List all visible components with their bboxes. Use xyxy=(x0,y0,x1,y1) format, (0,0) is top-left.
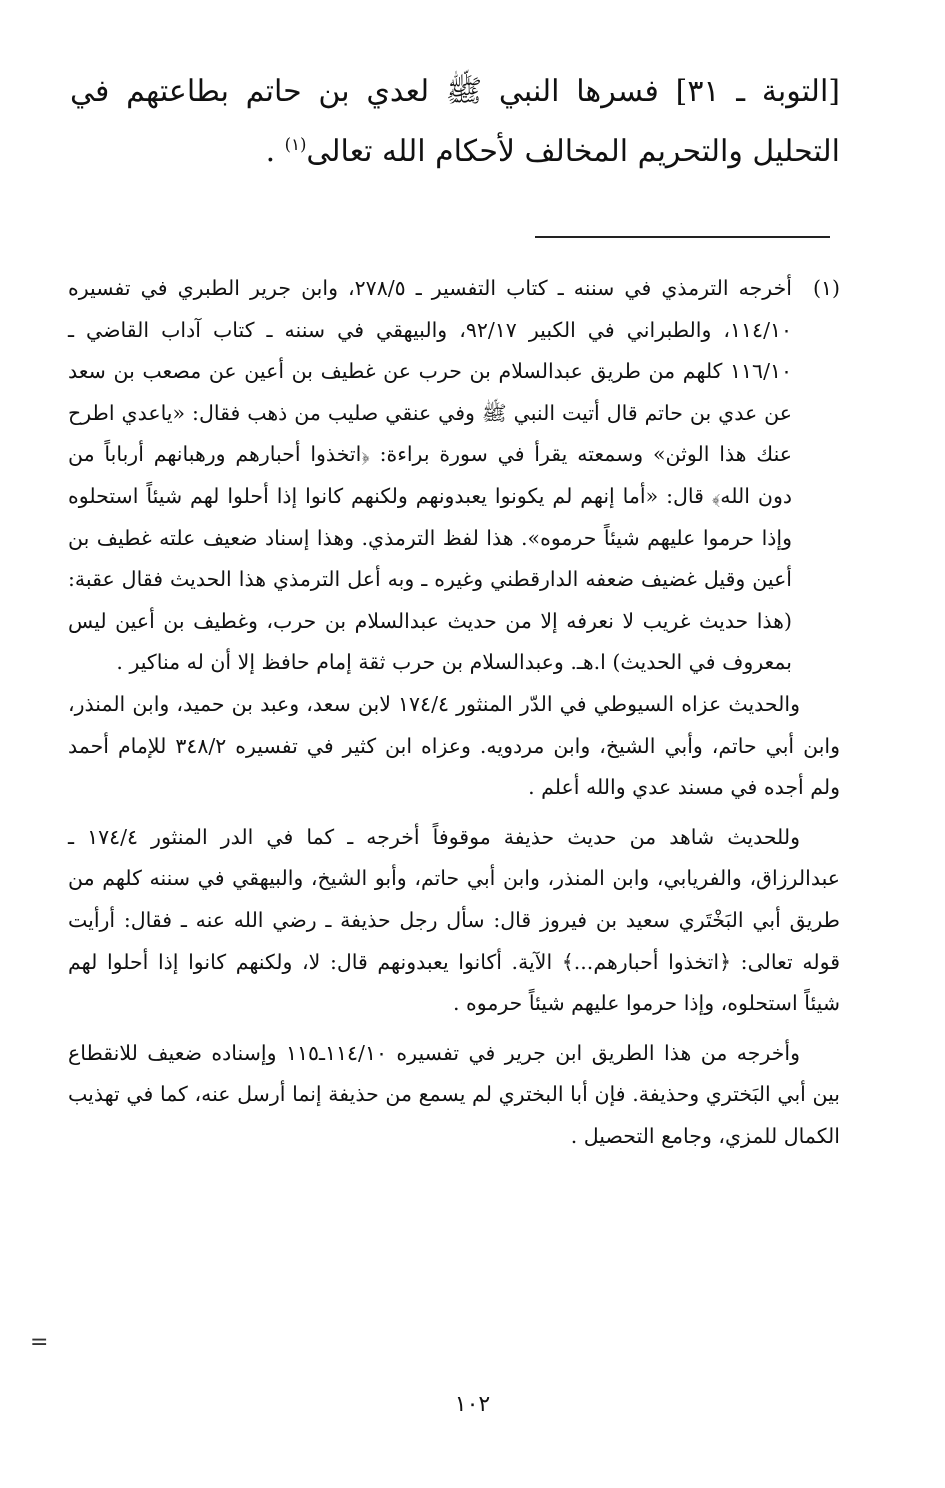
footnote-paragraph-1: أخرجه الترمذي في سننه ـ كتاب التفسير ـ ٢٧٨/٥، وابن جرير الطبري في تفسيره ١١٤/١٠، والطبراني في الكبير ٩٢/١٧، والبيهقي في سننه ـ كتاب آداب القاضي ـ ١١٦/١٠ كلهم من طريق عبدالسلام بن حرب عن غطيف بن أعين عن مصعب بن سعد عن عدي بن حاتم قال أتيت النبي ﷺ وفي عنقي صليب من ذهب فقال: «ياعدي اطرح عنك هذا الوثن» وسمعته يقرأ في سورة براءة: ﴿اتخذوا أحبارهم ورهبانهم أرباباً من دون الله﴾ قال: «أما إنهم لم يكونوا يعبدونهم ولكنهم كانوا إذا أحلوا لهم شيئاً استحلوه وإذا حرموا عليهم شيئاً حرموه». هذا لفظ الترمذي. وهذا إسناد ضعيف علته غطيف بن أعين وقيل غضيف ضعفه الدارقطني وغيره ـ وبه أعل الترمذي هذا الحديث فقال عقبة: (هذا حديث غريب لا نعرفه إلا من حديث عبدالسلام بن حرب، وغطيف بن أعين ليس بمعروف في الحديث) ا.هـ. وعبدالسلام بن حرب ثقة إمام حافظ إلا أن له مناكير . xyxy=(68,276,792,675)
main-text-block xyxy=(70,62,840,182)
main-paragraph-text: [التوبة ـ ٣١] فسرها النبي ﷺ لعدي بن حاتم بطاعتهم في التحليل والتحريم المخالف لأحكام الله تعالى xyxy=(70,74,840,169)
footnotes-section xyxy=(68,268,840,1157)
footnote-separator xyxy=(535,236,830,238)
footnote-1 xyxy=(68,268,840,684)
page-number: ١٠٢ xyxy=(454,1392,491,1417)
footnote-paragraph-3: وللحديث شاهد من حديث حذيفة موقوفاً أخرجه ـ كما في الدر المنثور ١٧٤/٤ ـ عبدالرزاق، والفريابي، وابن المنذر، وابن أبي حاتم، وأبو الشيخ، والبيهقي في سننه كلهم من طريق أبي البَخْتَري سعيد بن فيروز قال: سأل رجل حذيفة ـ رضي الله عنه ـ فقال: أرأيت قوله تعالى: ﴿اتخذوا أحبارهم...﴾ الآية. أكانوا يعبدونهم قال: لا، ولكنهم كانوا إذا أحلوا لهم شيئاً استحلوه، وإذا حرموا عليهم شيئاً حرموه . xyxy=(68,824,840,1016)
footnote-paragraph-4: وأخرجه من هذا الطريق ابن جرير في تفسيره ١١٤/١٠ـ١١٥ وإسناده ضعيف للانقطاع بين أبي البَختري وحذيفة. فإن أبا البختري لم يسمع من حذيفة إنما أرسل عنه، كما في تهذيب الكمال للمزي، وجامع التحصيل . xyxy=(68,1040,840,1148)
main-paragraph xyxy=(70,62,840,182)
main-paragraph-end: . xyxy=(265,134,285,169)
footnote-paragraph-2: والحديث عزاه السيوطي في الدّر المنثور ١٧٤/٤ لابن سعد، وعبد بن حميد، وابن المنذر، وابن أبي حاتم، وأبي الشيخ، وابن مردويه. وعزاه ابن كثير في تفسيره ٣٤٨/٢ للإمام أحمد ولم أجده في مسند عدي والله أعلم . xyxy=(68,691,840,800)
footnote-reference[interactable]: (١) xyxy=(284,135,307,154)
continuation-mark: = xyxy=(30,1330,49,1355)
footnote-marker: (١) xyxy=(812,276,840,300)
